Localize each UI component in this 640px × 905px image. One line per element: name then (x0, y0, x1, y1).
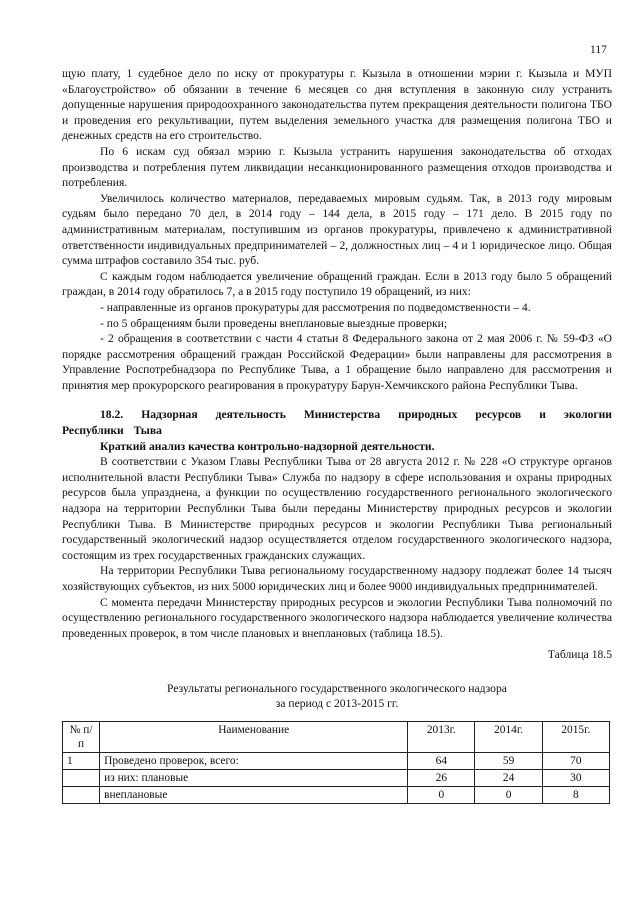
header-2014: 2014г. (475, 721, 542, 752)
paragraph: С момента передачи Министерству природных ресурсов и экологии Республики Тыва полномочий по осуществлению регионального государственного экологического надзора наблюдается увеличение количества проведенных проверок, в том числе плановых и внеплановых (таблица 18.5). (62, 595, 612, 640)
table-row (63, 769, 610, 786)
list-item: - 2 обращения в соответствии с части 4 статьи 8 Федерального закона от 2 мая 2006 г. № 59-ФЗ «О порядке рассмотрения обращений граждан Российской Федерации» были направлены для рассмотрения в Управление Роспотребнадзора по Республике Тыва, а 1 обращение было направлено для рассмотрения и принятия мер прокурорского реагирования в прокуратуру Барун-Хемчикского района Республики Тыва. (62, 332, 612, 392)
list-item: - направленные из органов прокуратуры для рассмотрения по подведомственности – 4. (100, 300, 531, 314)
paragraph: Увеличилось количество материалов, передаваемых мировым судьям. Так, в 2013 году мировым судьям было передано 70 дел, в 2014 году – 144 дела, в 2015 году – 171 дело. В 2015 году по административным материалам, поступившим из органов прокуратуры, привлечено к административной ответственности индивидуальных предпринимателей – 2, должностных лиц – 4 и 1 юридическое лицо. Общая сумма штрафов составило 354 тыс. руб. (62, 191, 612, 268)
table-row (63, 752, 610, 769)
page-number: 117 (590, 44, 607, 56)
cell-number (63, 769, 100, 786)
cell-number (63, 786, 100, 803)
table-label: Таблица 18.5 (547, 648, 612, 662)
section-heading: 18.2. Надзорная деятельность Министерства природных ресурсов и экологии Республики Тыва (62, 408, 612, 438)
paragraph: По 6 искам суд обязал мэрию г. Кызыла устранить нарушения законодательства об отходах производства и потребления путем ликвидации несанкционированного размещения отходов производства и потребления. (62, 144, 612, 190)
header-2015: 2015г. (542, 721, 609, 752)
header-2013: 2013г. (408, 721, 475, 752)
document-body (62, 66, 612, 804)
cell-number: 1 (63, 752, 100, 769)
list-item: - по 5 обращениям были проведены внеплановые выездные проверки; (100, 316, 448, 330)
results-table (62, 721, 610, 804)
table-caption-line1: Результаты регионального государственного экологического надзора (167, 681, 507, 695)
cell-2014: 59 (475, 752, 542, 769)
table-row (63, 786, 610, 803)
cell-2014: 0 (475, 786, 542, 803)
subheading: Краткий анализ качества контрольно-надзорной деятельности. (100, 439, 435, 453)
paragraph: С каждым годом наблюдается увеличение обращений граждан. Если в 2013 году было 5 обращений граждан, в 2014 году обратилось 7, а в 2015 году поступило 19 обращений, из них: (62, 269, 612, 299)
table-caption-line2: за период с 2013-2015 гг. (275, 696, 399, 710)
cell-2015: 30 (542, 769, 609, 786)
table-header-row (63, 721, 610, 752)
cell-2013: 64 (408, 752, 475, 769)
header-number: № п/п (63, 721, 100, 752)
cell-name: Проведено проверок, всего: (100, 752, 408, 769)
table-caption (62, 681, 612, 711)
paragraph: В соответствии с Указом Главы Республики Тыва от 28 августа 2012 г. № 228 «О структуре органов исполнительной власти Республики Тыва» Служба по надзору в сфере использования и охраны природных ресурсов была упразднена, а функции по осуществлению государственного регионального экологического надзора на территории Республики Тыва были переданы Министерству природных ресурсов и экологии Республики Тыва. В Министерстве природных ресурсов и экологии Республики Тыва региональный государственный экологический надзор осуществляется отделом государственного экологического надзора, состоящим из трех государственных гражданских служащих. (62, 455, 612, 562)
cell-2015: 70 (542, 752, 609, 769)
cell-name: из них: плановые (100, 769, 408, 786)
cell-2013: 0 (408, 786, 475, 803)
paragraph: На территории Республики Тыва региональному государственному надзору подлежат более 14 тысяч хозяйствующих субъектов, из них 5000 юридических лиц и более 9000 индивидуальных предпринимателей. (62, 564, 612, 593)
cell-2014: 24 (475, 769, 542, 786)
paragraph: щую плату, 1 судебное дело по иску от прокуратуры г. Кызыла в отношении мэрии г. Кызыла и МУП «Благоустройство» об обязании в течение 6 месяцев со дня вступления в законную силу устранить допущенные нарушения природоохранного законодательства путем прекращения деятельности полигона ТБО и проведения его рекультивации, путем выделения земельного участка для размещения полигона ТБО и денежных средств на его строительство. (62, 67, 612, 143)
cell-2015: 8 (542, 786, 609, 803)
header-name: Наименование (100, 721, 408, 752)
cell-2013: 26 (408, 769, 475, 786)
cell-name: внеплановые (100, 786, 408, 803)
